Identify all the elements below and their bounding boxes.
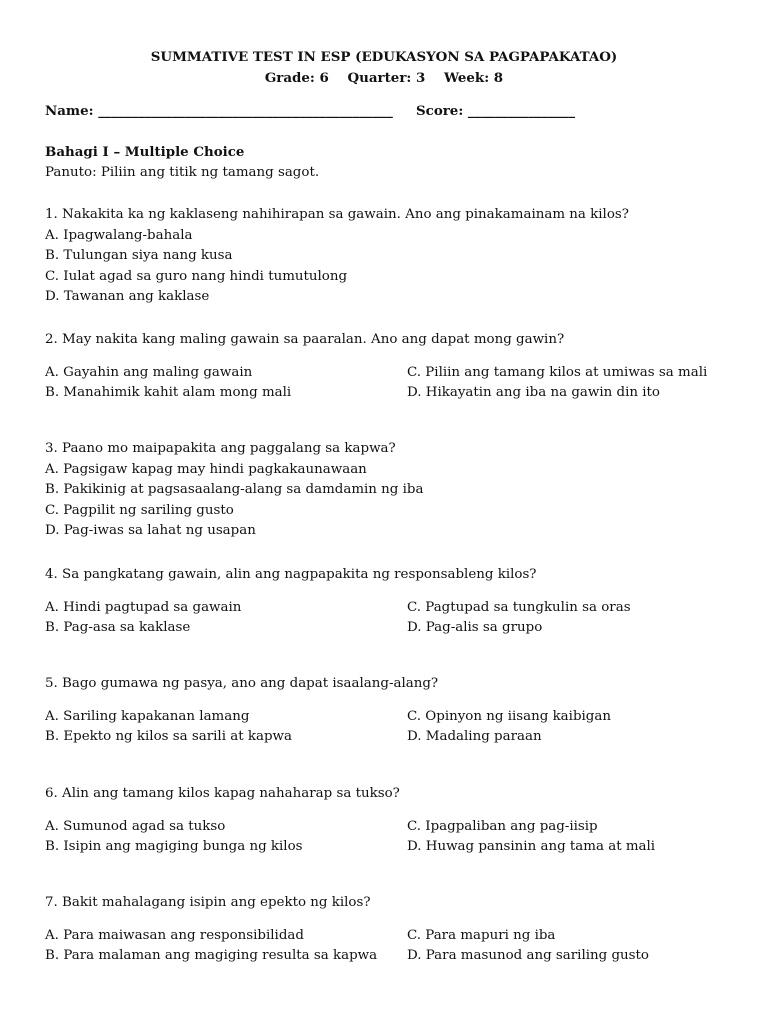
document-subtitle: Grade: 6 Quarter: 3 Week: 8	[264, 70, 504, 86]
question-text: 4. Sa pangkatang gawain, alin ang nagpapakita ng responsableng kilos?	[45, 567, 537, 582]
question-1	[45, 205, 735, 308]
option-a[interactable]: A. Sumunod agad sa tukso	[45, 818, 226, 834]
document-title: SUMMATIVE TEST IN ESP (EDUKASYON SA PAGPAPAKATAO)	[150, 49, 618, 65]
document-header	[0, 47, 768, 89]
question-5	[45, 674, 735, 749]
option-d[interactable]: D. Pag-iwas sa lahat ng usapan	[45, 523, 256, 539]
option-d[interactable]: D. Madaling paraan	[407, 729, 542, 745]
option-b[interactable]: B. Isipin ang magiging bunga ng kilos	[45, 839, 303, 855]
question-7	[45, 893, 735, 968]
option-c[interactable]: C. Ipagpaliban ang pag-iisip	[407, 818, 598, 834]
option-c[interactable]: C. Iulat agad sa guro nang hindi tumutulong	[45, 268, 348, 284]
option-b[interactable]: B. Pag-asa sa kaklase	[45, 620, 191, 636]
option-d[interactable]: D. Huwag pansinin ang tama at mali	[407, 839, 656, 855]
question-text: 6. Alin ang tamang kilos kapag nahaharap sa tukso?	[45, 786, 400, 801]
option-c[interactable]: C. Pagpilit ng sariling gusto	[45, 502, 234, 518]
section-instructions: Panuto: Piliin ang titik ng tamang sagot.	[45, 164, 320, 180]
student-info-row	[45, 101, 576, 122]
option-a[interactable]: A. Gayahin ang maling gawain	[45, 364, 253, 380]
question-text: 1. Nakakita ka ng kaklaseng nahihirapan sa gawain. Ano ang pinakamainam na kilos?	[45, 207, 629, 222]
option-d[interactable]: D. Para masunod ang sariling gusto	[407, 948, 649, 964]
question-4	[45, 565, 735, 640]
question-text: 7. Bakit mahalagang isipin ang epekto ng kilos?	[45, 895, 371, 910]
section-header	[45, 142, 735, 183]
name-field[interactable]: Name: ____________________________________________	[45, 103, 393, 119]
option-d[interactable]: D. Hikayatin ang iba na gawin din ito	[407, 385, 660, 401]
option-a[interactable]: A. Ipagwalang-bahala	[45, 227, 193, 243]
option-b[interactable]: B. Tulungan siya nang kusa	[45, 248, 233, 264]
question-2	[45, 330, 735, 405]
question-6	[45, 784, 735, 859]
option-c[interactable]: C. Para mapuri ng iba	[407, 927, 556, 943]
option-c[interactable]: C. Pagtupad sa tungkulin sa oras	[407, 599, 631, 615]
option-b[interactable]: B. Manahimik kahit alam mong mali	[45, 385, 292, 401]
option-c[interactable]: C. Opinyon ng iisang kaibigan	[407, 708, 611, 724]
question-text: 2. May nakita kang maling gawain sa paaralan. Ano ang dapat mong gawin?	[45, 332, 565, 347]
section-title: Bahagi I – Multiple Choice	[45, 144, 245, 160]
option-b[interactable]: B. Pakikinig at pagsasaalang-alang sa damdamin ng iba	[45, 482, 424, 498]
option-b[interactable]: B. Epekto ng kilos sa sarili at kapwa	[45, 729, 292, 745]
option-a[interactable]: A. Pagsigaw kapag may hindi pagkakaunawaan	[45, 461, 367, 477]
option-d[interactable]: D. Tawanan ang kaklase	[45, 289, 210, 305]
option-a[interactable]: A. Para maiwasan ang responsibilidad	[45, 927, 304, 943]
option-a[interactable]: A. Sariling kapakanan lamang	[45, 708, 250, 724]
option-b[interactable]: B. Para malaman ang magiging resulta sa kapwa	[45, 948, 378, 964]
option-a[interactable]: A. Hindi pagtupad sa gawain	[45, 599, 242, 615]
option-d[interactable]: D. Pag-alis sa grupo	[407, 620, 543, 636]
score-field[interactable]: Score: ________________	[416, 103, 576, 119]
question-text: 3. Paano mo maipapakita ang paggalang sa kapwa?	[45, 441, 396, 456]
option-c[interactable]: C. Piliin ang tamang kilos at umiwas sa mali	[407, 364, 708, 380]
question-3	[45, 439, 735, 542]
question-text: 5. Bago gumawa ng pasya, ano ang dapat isaalang-alang?	[45, 676, 439, 691]
